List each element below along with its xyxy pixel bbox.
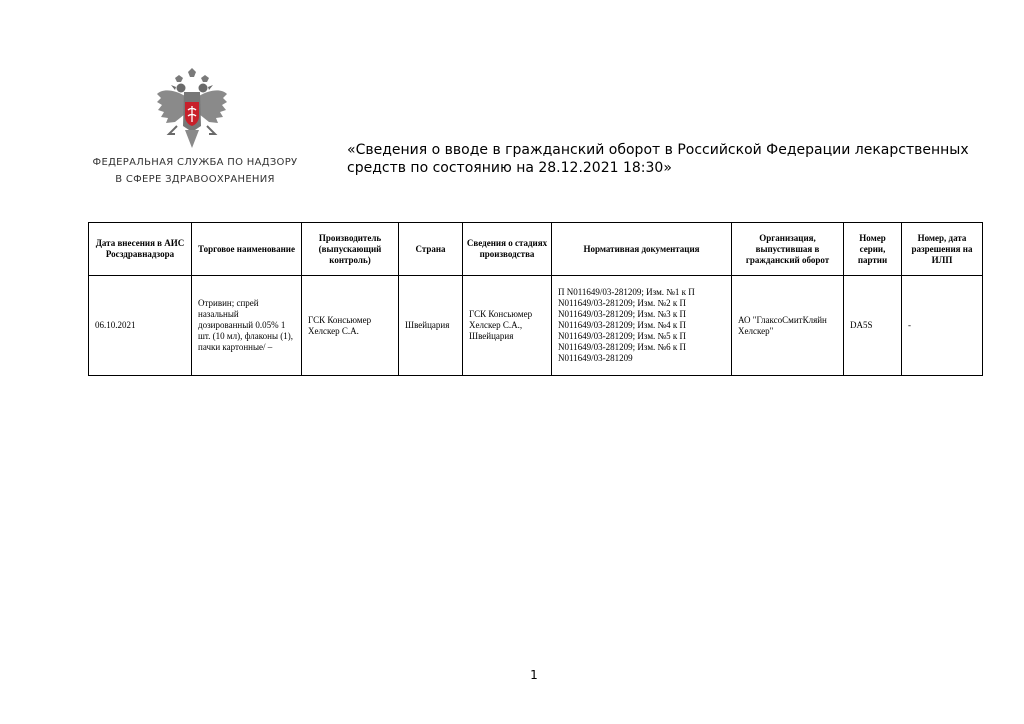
- cell-batch-number: DA5S: [844, 276, 902, 376]
- header-trade-name: Торговое наименование: [192, 223, 302, 276]
- cell-manufacturer: ГСК Консьюмер Хелскер С.А.: [302, 276, 399, 376]
- header-regulatory-docs: Нормативная документация: [552, 223, 732, 276]
- header-production-stages: Сведения о стадиях производства: [463, 223, 552, 276]
- table-header-row: [89, 223, 983, 276]
- header-permit-number: Номер, дата разрешения на ИЛП: [902, 223, 983, 276]
- header-releasing-organization: Организация, выпустившая в гражданский оборот: [732, 223, 844, 276]
- header-batch-number: Номер серии, партии: [844, 223, 902, 276]
- cell-trade-name: Отривин; спрей назальный дозированный 0.05% 1 шт. (10 мл), флаконы (1), пачки картонные/ –: [192, 276, 302, 376]
- table-row: [89, 276, 983, 376]
- organization-name-line2: В СФЕРЕ ЗДРАВООХРАНЕНИЯ: [115, 174, 275, 185]
- document-title: «Сведения о вводе в гражданский оборот в Российской Федерации лекарственных средств по состоянию на 28.12.2021 18:30»: [347, 142, 969, 176]
- header-country: Страна: [399, 223, 463, 276]
- cell-country: Швейцария: [399, 276, 463, 376]
- organization-name: [82, 154, 308, 188]
- cell-regulatory-docs: П N011649/03-281209; Изм. №1 к П N011649/03-281209; Изм. №2 к П N011649/03-281209; Изм. №3 к П N011649/03-281209; Изм. №4 к П N011649/03-281209; Изм. №5 к П N011649/03-281209; Изм. №6 к П N011649/03-281209: [552, 276, 732, 376]
- page-number: 1: [530, 668, 538, 682]
- header-entry-date: Дата внесения в АИС Росздравнадзора: [89, 223, 192, 276]
- double-headed-eagle-emblem: [155, 68, 229, 152]
- cell-permit-number: -: [902, 276, 983, 376]
- register-table: [88, 222, 983, 376]
- cell-releasing-organization: АО "ГлаксоСмитКляйн Хелскер": [732, 276, 844, 376]
- cell-entry-date: 06.10.2021: [89, 276, 192, 376]
- header-manufacturer: Производитель (выпускающий контроль): [302, 223, 399, 276]
- organization-name-line1: ФЕДЕРАЛЬНАЯ СЛУЖБА ПО НАДЗОРУ: [92, 157, 298, 168]
- cell-production-stages: ГСК Консьюмер Хелскер С.А., Швейцария: [463, 276, 552, 376]
